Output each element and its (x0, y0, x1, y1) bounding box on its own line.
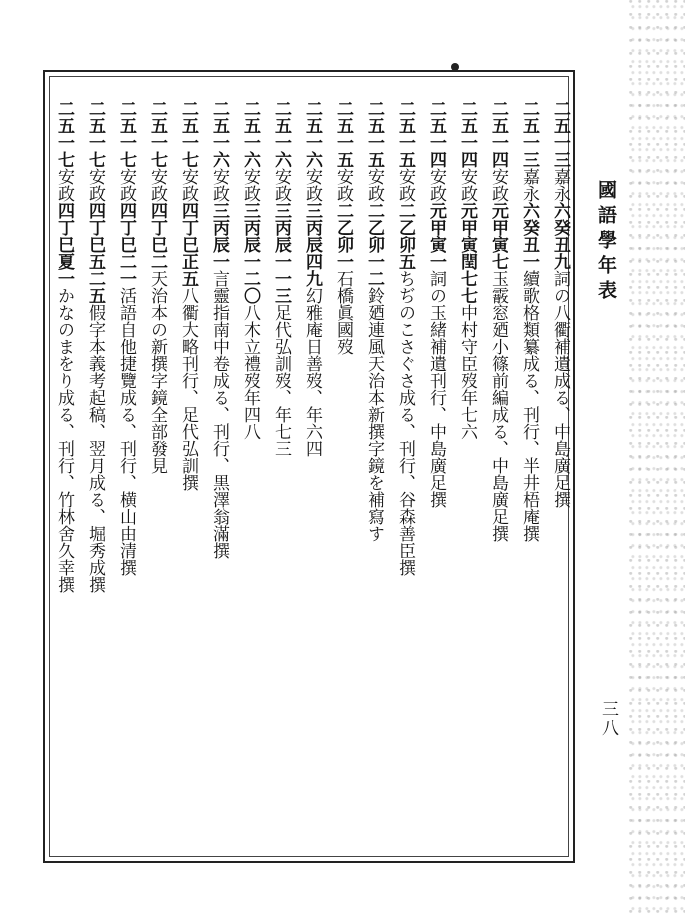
chronology-entry (544, 100, 575, 840)
entry-era-year: 四丁巳 (178, 202, 198, 253)
entry-era: 安政 (54, 168, 74, 202)
entry-age: 一一三 (271, 253, 291, 304)
entry-age: 二 (147, 253, 167, 270)
entry-age: 七 (457, 287, 477, 304)
entry-era: 安政 (426, 168, 446, 202)
entry-text: 詞の八衢補遺成る、中島廣足撰 (550, 270, 570, 508)
entry-era-year: 六癸丑 (519, 202, 539, 253)
entry-age: 一 (519, 253, 539, 270)
entry-era: 嘉永 (550, 168, 570, 202)
entry-era-year: 四丁巳 (116, 202, 136, 253)
entry-era-year: 三丙辰 (271, 202, 291, 253)
entry-era-year: 三丙辰 (240, 202, 260, 253)
entry-age: 五 (395, 253, 415, 270)
entry-text: かなのまをり成る、刊行、竹林舍久幸撰 (54, 287, 74, 593)
entry-text: 幻雅庵日善歿、年六四 (302, 287, 322, 457)
entry-age: 一二〇 (240, 253, 260, 304)
entry-age: 九 (550, 253, 570, 270)
running-head: 國語學年表 (595, 180, 617, 305)
chronology-entry (513, 100, 544, 840)
entry-age: 一 (333, 253, 353, 270)
chronology-entry (234, 100, 265, 840)
entry-year: 二五一七 (54, 100, 74, 168)
chronology-entry (203, 100, 234, 840)
entry-era-year: 元甲寅閏七 (457, 202, 477, 287)
entry-year: 二五一四 (426, 100, 446, 168)
entry-era: 安政 (178, 168, 198, 202)
entry-year: 二五一六 (271, 100, 291, 168)
chronology-entry (358, 100, 389, 840)
entry-era-year: 二乙卯 (395, 202, 415, 253)
chronology-entry (451, 100, 482, 840)
chronology-entry (327, 100, 358, 840)
entry-era-year: 三丙辰 (209, 202, 229, 253)
entry-era: 嘉永 (519, 168, 539, 202)
entry-year: 二五一七 (147, 100, 167, 168)
entry-era: 安政 (364, 168, 384, 202)
entry-year: 二五一七 (116, 100, 136, 168)
entry-era-year: 六癸丑 (550, 202, 570, 253)
chronology-table (55, 100, 575, 840)
chronology-entry (296, 100, 327, 840)
chronology-entry (141, 100, 172, 840)
entry-era-year: 元甲寅 (426, 202, 446, 253)
entry-text: 八衢大略刊行、足代弘訓撰 (178, 287, 198, 491)
entry-year: 二五一五 (333, 100, 353, 168)
page-edge-texture (628, 0, 685, 917)
chronology-entry (110, 100, 141, 840)
chronology-entry (420, 100, 451, 840)
entry-text: ちぢのこさぐさ成る、刊行、谷森善臣撰 (395, 270, 415, 576)
entry-year: 二五一三 (550, 100, 570, 168)
chronology-entry (79, 100, 110, 840)
entry-year: 二五一四 (488, 100, 508, 168)
entry-age: 一 (426, 253, 446, 270)
entry-era: 安政 (333, 168, 353, 202)
entry-era: 安政 (488, 168, 508, 202)
entry-text: 言靈指南中卷成る、刊行、黒澤翁滿撰 (209, 270, 229, 559)
entry-text: 足代弘訓歿、年七三 (271, 304, 291, 457)
entry-era: 安政 (395, 168, 415, 202)
entry-age: 七 (488, 253, 508, 270)
entry-year: 二五一五 (364, 100, 384, 168)
entry-age: 四九 (302, 253, 322, 287)
entry-era: 安政 (302, 168, 322, 202)
entry-era: 安政 (457, 168, 477, 202)
entry-text: 玉霰窓廼小篠前編成る、中島廣足撰 (488, 270, 508, 542)
entry-text: 活語自他捷覽成る、刊行、横山由清撰 (116, 287, 136, 576)
entry-text: 續歌格類纂成る、刊行、半井梧庵撰 (519, 270, 539, 542)
chronology-entry (389, 100, 420, 840)
entry-era-year: 三丙辰 (302, 202, 322, 253)
entry-text: 石橋眞國歿 (333, 270, 353, 355)
chronology-entry (172, 100, 203, 840)
entry-text: 天治本の新撰字鏡全部發見 (147, 270, 167, 474)
entry-era: 安政 (271, 168, 291, 202)
chronology-entry (265, 100, 296, 840)
entry-year: 二五一七 (178, 100, 198, 168)
chronology-entry (482, 100, 513, 840)
entry-era: 安政 (85, 168, 105, 202)
entry-era-year: 四丁巳 (147, 202, 167, 253)
entry-age: 一二 (364, 253, 384, 287)
entry-year: 二五一三 (519, 100, 539, 168)
entry-text: 假字本義考起稿、翌月成る、堀秀成撰 (85, 304, 105, 593)
entry-era-year: 二乙卯 (364, 202, 384, 253)
entry-era: 安政 (240, 168, 260, 202)
entry-era-year: 四丁巳 (54, 202, 74, 253)
entry-age: 正五 (178, 253, 198, 287)
entry-year: 二五一五 (395, 100, 415, 168)
entry-era: 安政 (116, 168, 136, 202)
chronology-entry (48, 100, 79, 840)
entry-era: 安政 (147, 168, 167, 202)
entry-text: 八木立禮歿年四八 (240, 304, 260, 440)
entry-year: 二五一六 (240, 100, 260, 168)
entry-era-year: 元甲寅 (488, 202, 508, 253)
entry-era-year: 四丁巳 (85, 202, 105, 253)
entry-year: 二五一六 (209, 100, 229, 168)
entry-era: 安政 (209, 168, 229, 202)
entry-text: 詞の玉緒補遺刊行、中島廣足撰 (426, 270, 446, 508)
entry-text: 中村守臣歿年七六 (457, 304, 477, 440)
entry-age: 夏一 (54, 253, 74, 287)
entry-text: 鈴廼連風天治本新撰字鏡を補寫す (364, 287, 384, 542)
entry-age: 五二五 (85, 253, 105, 304)
page-number: 三八 (598, 700, 618, 738)
entry-year: 二五一七 (85, 100, 105, 168)
entry-year: 二五一四 (457, 100, 477, 168)
entry-year: 二五一六 (302, 100, 322, 168)
entry-age: 二一 (116, 253, 136, 287)
entry-age: 一 (209, 253, 229, 270)
entry-era-year: 二乙卯 (333, 202, 353, 253)
